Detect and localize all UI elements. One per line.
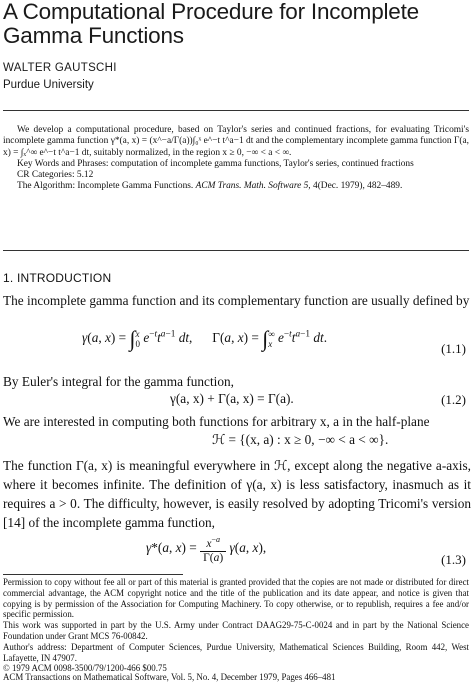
paper-title-line-2: Gamma Functions (3, 23, 184, 48)
algorithm-reference-suffix: 4(Dec. 1979), 482–489. (313, 181, 403, 192)
integral-sign: ∫ (129, 326, 136, 351)
euler-sentence: By Euler's integral for the gamma function, (3, 374, 234, 389)
abstract-bottom-rule (3, 250, 469, 251)
algorithm-reference-prefix: The Algorithm: Incomplete Gamma Functions. (17, 181, 194, 192)
journal-footer: ACM Transactions on Mathematical Software, Vol. 5, No. 4, December 1979, Pages 466–481 (3, 672, 336, 682)
footnote-rule (3, 574, 183, 575)
top-rule (3, 110, 469, 111)
half-plane-set: ℋ = {(x, a) : x ≥ 0, −∞ < a < ∞}. (212, 432, 389, 447)
paper-title-line-1: A Computational Procedure for Incomplete (3, 0, 419, 24)
equation-number-1-1: (1.1) (441, 341, 466, 356)
permission-notice: Permission to copy without fee all or part of this material is granted provided that the copies are not made or distributed for direct commercial advantage, the ACM copyright notice and the title of the publication and its date appear, and notice is given that copying is by permission of the Association for Computing Machinery. To copy otherwise, or to republish, requires a fee and/or specific permission. (3, 577, 469, 620)
copyright-line: © 1979 ACM 0098-3500/79/1200-466 $00.75 (3, 663, 167, 674)
fraction: $\frac{x^{-a}}{\Gamma(a)}$ (200, 533, 226, 565)
equation-number-1-3: (1.3) (441, 552, 466, 567)
keywords: Key Words and Phrases: computation of incomplete gamma functions, Taylor's series, continued fractions (17, 158, 414, 169)
paper-title (3, 0, 471, 48)
author-address: Author's address: Department of Computer Sciences, Purdue University, Mathematical Sciences Building, Room 442, West Lafayette, IN 47907. (3, 641, 469, 663)
abstract-text: We develop a computational procedure, based on Taylor's series and continued fractions, for evaluating Tricomi's incomplete gamma function γ*(a, x) = (x^−a/Γ(a))∫₀ˣ e^−t t^a−1 dt and the complementary incomplete gamma function Γ(a, x) = ∫ₓ^∞ e^−t t^a−1 dt, suitably normalized, in the region x ≥ 0, −∞ < a < ∞. (3, 125, 469, 158)
integral-sign: ∫ (262, 326, 269, 351)
author-name: WALTER GAUTSCHI (3, 62, 117, 74)
equation-1-2: γ(a, x) + Γ(a, x) = Γ(a). (170, 391, 294, 406)
half-plane-sentence: We are interested in computing both functions for arbitrary x, a in the half-plane (3, 414, 430, 429)
equation-1-3: γ*(a, x) = $\frac{x^{-a}}{\Gamma(a)}$ γ(a, x), (146, 535, 267, 564)
equation-number-1-2: (1.2) (441, 392, 466, 407)
intro-paragraph: The incomplete gamma function and its complementary function are usually defined by (3, 293, 470, 308)
algorithm-reference (3, 181, 469, 192)
meaningful-paragraph: The function Γ(a, x) is meaningful everywhere in ℋ, except along the negative a-axis, where it becomes infinite. The definition of γ(a, x) is less satisfactory, inasmuch as it requires a > 0. The difficulty, however, is easily resolved by adopting Tricomi's version [14] of the incomplete gamma function, (3, 458, 471, 530)
section-heading: 1. INTRODUCTION (3, 271, 112, 285)
author-affiliation: Purdue University (3, 79, 94, 91)
algorithm-reference-journal: ACM Trans. Math. Software 5, (195, 181, 311, 192)
abstract-block (3, 125, 469, 193)
footnote-block (3, 577, 469, 674)
equation-1-1: γ(a, x) = ∫x 0 $e^{-t}t^{a-1}$ dt, Γ(a, x) = ∫∞ x $e^{-t}t^{a-1}$ dt. (82, 326, 328, 351)
support-note: This work was supported in part by the U.S. Army under Contract DAAG29-75-C-0024 and in part by the National Science Foundation under Grant MCS 76-00842. (3, 620, 469, 641)
cr-categories: CR Categories: 5.12 (17, 170, 94, 181)
